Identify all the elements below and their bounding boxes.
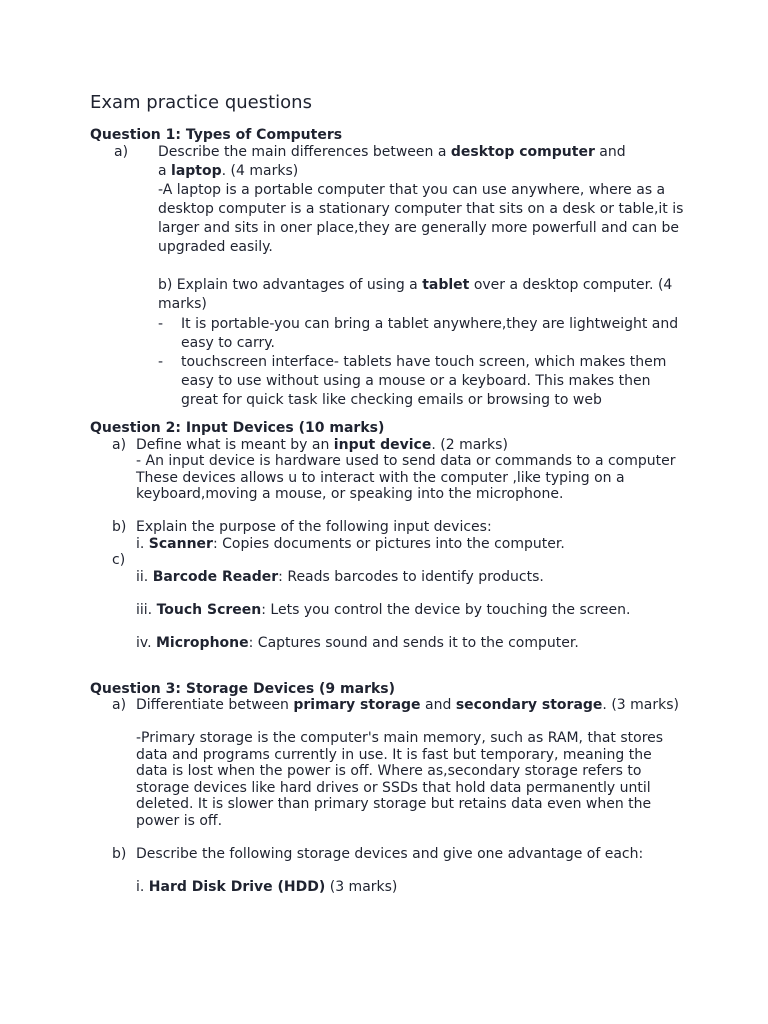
q1-a-text-mid: and a bbox=[158, 144, 626, 179]
q2-device-num: i. bbox=[136, 536, 149, 552]
q3-item-b-label: b) bbox=[112, 846, 127, 862]
q3-a-text: Differentiate between bbox=[136, 697, 294, 713]
q2-item-b-label: b) bbox=[112, 519, 127, 535]
q1-bullet-2-dash: - bbox=[158, 354, 164, 370]
q1-a-term-desktop: desktop computer bbox=[450, 144, 595, 160]
q2-device-desc: : Reads barcodes to identify products. bbox=[278, 569, 544, 585]
question-3-heading: Question 3: Storage Devices (9 marks) bbox=[90, 681, 396, 697]
q2-device-touch-screen bbox=[136, 602, 696, 619]
q1-item-a-question bbox=[158, 143, 628, 181]
q1-b-marks: over a desktop computer. (4 marks) bbox=[158, 277, 673, 312]
q3-a-answer: -Primary storage is the computer's main memory, such as RAM, that stores data and programs currently in use. It is fast but temporary, meaning the data is lost when the power is off. Where as,secondary storage refers to storage devices like hard drives or SSDs that hold data permanently until deleted. It is slower than primary storage but retains data even when the power is off. bbox=[136, 730, 664, 829]
q3-item-a-question bbox=[136, 697, 716, 714]
q2-device-num: iv. bbox=[136, 635, 156, 651]
q2-device-microphone bbox=[136, 635, 696, 652]
q1-b-text: b) Explain two advantages of using a bbox=[158, 277, 423, 293]
q2-item-a-question bbox=[136, 437, 696, 454]
q1-a-marks: . (4 marks) bbox=[221, 163, 299, 179]
q3-item-a-label: a) bbox=[112, 697, 127, 713]
question-1-heading: Question 1: Types of Computers bbox=[90, 127, 343, 143]
q1-b-term-tablet: tablet bbox=[422, 277, 470, 293]
q2-device-desc: : Lets you control the device by touching the screen. bbox=[261, 602, 631, 618]
q2-item-b-question: Explain the purpose of the following input devices: bbox=[136, 519, 492, 535]
q3-device-num: i. bbox=[136, 879, 149, 895]
q1-bullet-2: touchscreen interface- tablets have touch screen, which makes them easy to use without using a mouse or a keyboard. This makes then great for quick task like checking emails or browsing to web bbox=[181, 354, 667, 408]
q1-item-a-label: a) bbox=[114, 144, 129, 160]
q2-device-num: ii. bbox=[136, 569, 153, 585]
q2-device-name: Barcode Reader bbox=[152, 569, 279, 585]
q1-a-term-laptop: laptop bbox=[171, 163, 222, 179]
q1-item-b-question bbox=[158, 276, 678, 314]
q2-a-text: Define what is meant by an bbox=[136, 437, 334, 453]
q1-a-answer: -A laptop is a portable computer that you can use anywhere, where as a desktop computer is a stationary computer that sits on a desk or table,it is larger and sits in oner place,they are generally more powerfull and can be upgraded easily. bbox=[158, 182, 684, 255]
q2-item-a-label: a) bbox=[112, 437, 127, 453]
q1-bullet-1: It is portable-you can bring a tablet anywhere,they are lightweight and easy to carry. bbox=[181, 316, 679, 351]
q2-device-name: Touch Screen bbox=[156, 602, 262, 618]
q2-a-answer: - An input device is hardware used to send data or commands to a computer These devices allows u to interact with the computer ,like typing on a keyboard,moving a mouse, or speaking into the microphone. bbox=[136, 453, 676, 502]
q3-a-term-secondary: secondary storage bbox=[455, 697, 603, 713]
q2-device-name: Scanner bbox=[148, 536, 213, 552]
q3-device-hdd bbox=[136, 879, 696, 896]
q2-device-barcode-reader bbox=[136, 569, 696, 586]
q3-device-marks: (3 marks) bbox=[325, 879, 398, 895]
q2-device-scanner bbox=[136, 536, 696, 553]
q2-a-term-input-device: input device bbox=[333, 437, 432, 453]
q1-a-text: Describe the main differences between a bbox=[158, 144, 451, 160]
q3-a-term-primary: primary storage bbox=[293, 697, 421, 713]
q2-device-desc: : Copies documents or pictures into the computer. bbox=[212, 536, 565, 552]
q3-a-marks: . (3 marks) bbox=[602, 697, 679, 713]
q2-item-c-label: c) bbox=[112, 552, 126, 568]
question-2-heading: Question 2: Input Devices (10 marks) bbox=[90, 420, 385, 436]
q3-item-b-question: Describe the following storage devices and give one advantage of each: bbox=[136, 846, 644, 862]
page-title: Exam practice questions bbox=[90, 92, 312, 113]
q2-device-num: iii. bbox=[136, 602, 157, 618]
q2-device-desc: : Captures sound and sends it to the computer. bbox=[248, 635, 579, 651]
q2-device-name: Microphone bbox=[156, 635, 249, 651]
q2-a-marks: . (2 marks) bbox=[431, 437, 508, 453]
q1-bullet-1-dash: - bbox=[158, 316, 164, 332]
q3-device-name: Hard Disk Drive (HDD) bbox=[148, 879, 326, 895]
q3-a-text-mid: and bbox=[420, 697, 456, 713]
